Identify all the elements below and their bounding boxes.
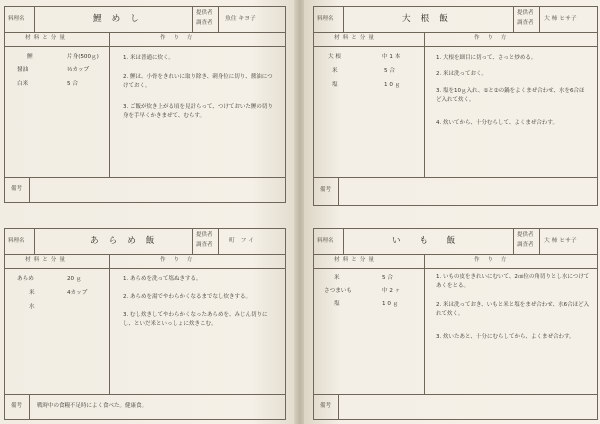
provider-label: 提供者 (517, 232, 534, 238)
ingredient-amount: 5 合 (382, 275, 393, 281)
column-divider (109, 254, 110, 394)
card-header (314, 7, 597, 33)
method-step: 3. むし炊きしてやわらかくなったあらめを、みじん切りにし、といだ米といっしょに炊きこむ。 (123, 312, 268, 328)
card-header (5, 7, 285, 33)
ingredient-name: 米 (332, 68, 338, 74)
ingredient-name: 醤油 (17, 67, 29, 73)
method-step: 1. 大根を細目に切って、さっと炒める。 (436, 55, 537, 61)
ingredients-header: 材料と分量 (25, 257, 68, 263)
ingredient-name: 米 (334, 275, 340, 281)
ingredient-amount: 5 合 (67, 81, 78, 87)
method-header: 作 り 方 (474, 257, 510, 263)
provider-name: 大 柿 ヒサ子 (544, 238, 577, 244)
notes-row (314, 394, 597, 420)
method-step: 1. 米は普通に炊く。 (123, 55, 174, 61)
ingredient-name: あらめ (17, 276, 34, 282)
dish-name-label: 料理名 (317, 238, 334, 244)
column-divider (109, 32, 110, 177)
ingredient-amount: ½カップ (67, 67, 90, 73)
dish-name: 鯉めし (93, 14, 149, 24)
column-header (5, 32, 285, 47)
ingredients-header: 材料と分量 (334, 35, 377, 41)
column-divider (424, 32, 425, 177)
column-header (314, 254, 597, 269)
ingredient-amount: 20 ｇ (67, 276, 82, 282)
method-step: 1. いもの皮をきれいにむいて、2㎝位の角切りとし水につけてあくをとる。 (436, 274, 590, 290)
surveyor-label: 調査者 (196, 20, 213, 26)
method-step: 3. 塩を10ｇ入れ、①と②の鍋をよくまぜ合わせ、水を6合ほど入れて炊く。 (436, 88, 585, 104)
dish-name: い も 飯 (392, 236, 464, 246)
ingredient-name: 鯉 (27, 54, 33, 60)
provider-name: 魚住 キヨ子 (225, 16, 256, 22)
ingredient-name: 塩 (332, 82, 338, 88)
dish-name: あらめ飯 (90, 236, 165, 246)
ingredient-name: 水 (29, 304, 35, 310)
method-step: 3. ご飯が炊き上がる頃を見計らって、つけておいた鯉の切り身を手早くかきまぜて、むらす。 (123, 104, 273, 120)
method-header: 作 り 方 (160, 257, 196, 263)
provider-label: 提供者 (196, 232, 213, 238)
ingredient-name: 塩 (334, 301, 340, 307)
ingredient-amount: 片身(500ｇ) (67, 54, 99, 60)
surveyor-label: 調査者 (517, 20, 534, 26)
recipe-card-daikon-meshi (313, 6, 598, 206)
method-step: 2. 米は洗っておき、いもと米と塩をまぜ合わせ、水6合ほど入れて炊く。 (436, 302, 590, 318)
notes-label: 備考 (320, 187, 332, 193)
column-header (314, 32, 597, 47)
method-step: 2. 米は洗っておく。 (436, 71, 487, 77)
column-header (5, 254, 285, 269)
notes-label: 備考 (11, 186, 23, 192)
dish-name-label: 料理名 (8, 238, 25, 244)
notes-label: 備考 (11, 403, 23, 409)
ingredient-name: 米 (29, 290, 35, 296)
notes-row (5, 177, 285, 203)
notes-row (314, 177, 597, 206)
method-step: 3. 炊いたあと、十分にむらしてから、よくまぜ合わす。 (436, 334, 575, 340)
provider-label: 提供者 (517, 10, 534, 16)
dish-name-label: 料理名 (317, 16, 334, 22)
ingredient-name: 白米 (17, 81, 29, 87)
ingredients-header: 材料と分量 (334, 257, 377, 263)
ingredient-amount: 5 合 (384, 68, 395, 74)
ingredient-amount: 1 0 ｇ (382, 301, 399, 307)
ingredient-name: 大 根 (328, 54, 341, 60)
method-step: 2. 鯉は、小骨をきれいに取り除き、刺身位に切り、醤油につけておく。 (123, 74, 273, 90)
provider-name: 大 柿 ヒサ子 (544, 16, 577, 22)
dish-name-label: 料理名 (8, 16, 25, 22)
notes-text: 戦時中の食糧不足時によく食べた。健康食。 (37, 403, 148, 409)
ingredients-header: 材料と分量 (25, 35, 68, 41)
card-header (314, 229, 597, 255)
notes-row (5, 394, 285, 420)
method-header: 作 り 方 (160, 35, 196, 41)
notes-label: 備考 (320, 403, 332, 409)
recipe-card-koi-meshi (4, 6, 286, 203)
ingredient-amount: 中 1 本 (382, 54, 401, 60)
ingredient-amount: 4カップ (67, 290, 88, 296)
ingredient-name: さつまいも (324, 288, 352, 294)
recipe-card-arame-meshi (4, 228, 286, 420)
provider-name: 町 フ イ (229, 238, 255, 244)
surveyor-label: 調査者 (196, 242, 213, 248)
recipe-card-imo-meshi (313, 228, 598, 420)
method-step: 2. あらめを湯でやわらかくなるまでなし炊きする。 (123, 294, 251, 300)
method-step: 1. あらめを洗って塩ぬきする。 (123, 276, 202, 282)
surveyor-label: 調査者 (517, 242, 534, 248)
ingredient-amount: 1 0 ｇ (384, 82, 401, 88)
provider-label: 提供者 (196, 10, 213, 16)
card-header (5, 229, 285, 255)
ingredient-amount: 中 2 ヶ (382, 288, 401, 294)
column-divider (424, 254, 425, 394)
dish-name: 大根飯 (402, 14, 458, 24)
method-step: 4. 炊いてから、十分むらして、よくまぜ合わす。 (436, 120, 558, 126)
method-header: 作 り 方 (474, 35, 510, 41)
